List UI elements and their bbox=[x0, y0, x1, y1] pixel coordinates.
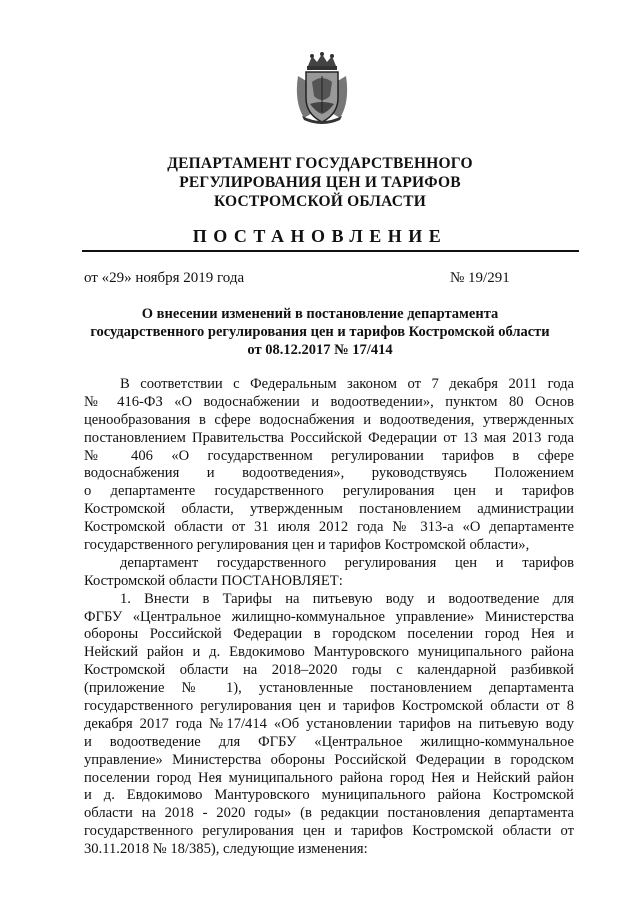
department-name-line-2: РЕГУЛИРОВАНИЯ ЦЕН И ТАРИФОВ bbox=[179, 174, 461, 191]
title-underline bbox=[82, 250, 579, 252]
subject-line-3: от 08.12.2017 № 17/414 bbox=[247, 342, 393, 358]
body-line: Костромской области ПОСТАНОВЛЯЕТ: bbox=[84, 572, 343, 589]
body-line: о департаменте государственного регулирования цен и тарифов bbox=[84, 483, 574, 500]
body-line: департамент государственного регулирования цен и тарифов bbox=[120, 554, 574, 571]
body-line: Костромской области на 2018–2020 годы с календарной разбивкой bbox=[84, 662, 574, 679]
body-line: государственного регулирования цен и тарифов Костромской области», bbox=[84, 537, 530, 554]
body-line: № 416-ФЗ «О водоснабжении и водоотведении», пунктом 80 Основ bbox=[84, 393, 574, 410]
body-line: В соответствии с Федеральным законом от 7 декабря 2011 года bbox=[120, 376, 574, 392]
body-line: Костромской области от 31 июля 2012 года № 313-а «О департаменте bbox=[84, 519, 574, 536]
body-line: поселении город Нея муниципального района город Нея и Нейский район bbox=[84, 769, 574, 786]
document-type-title: ПОСТАНОВЛЕНИЕ bbox=[192, 226, 448, 246]
body-line: постановлением Правительства Российской Федерации от 13 мая 2013 года bbox=[84, 429, 574, 446]
body-line: государственного регулирования цен и тарифов Костромской области от 8 bbox=[84, 698, 574, 715]
body-line: ФГБУ «Центральное жилищно-коммунальное управление» Министерства bbox=[84, 608, 574, 625]
body-line: обороны Российской Федерации в городском поселении город Нея и bbox=[84, 626, 574, 643]
body-line: водоснабжения и водоотведения», руководствуясь Положением bbox=[84, 465, 574, 482]
body-line: управление» Министерства обороны Российской Федерации в городском bbox=[84, 751, 574, 768]
department-name-line-3: КОСТРОМСКОЙ ОБЛАСТИ bbox=[213, 193, 426, 210]
body-line: государственного регулирования цен и тарифов Костромской области от bbox=[84, 823, 574, 840]
body-line: 30.11.2018 № 18/385), следующие изменения: bbox=[84, 841, 368, 858]
body-line: Нейский район и д. Евдокимово Мантуровского муниципального района bbox=[84, 644, 574, 661]
coat-of-arms-emblem bbox=[294, 52, 350, 124]
subject-line-1: О внесении изменений в постановление департамента bbox=[141, 306, 499, 322]
body-line: Костромской области, утвержденным постановлением администрации bbox=[84, 501, 574, 518]
document-number: № 19/291 bbox=[450, 270, 510, 286]
body-line: № 406 «О государственном регулировании тарифов в сфере bbox=[84, 447, 574, 464]
body-line: ценообразования в сфере водоснабжения и водоотведения, утвержденных bbox=[84, 411, 574, 428]
document-body bbox=[84, 376, 574, 859]
document-date: от «29» ноября 2019 года bbox=[84, 270, 245, 286]
body-line: и водоотведение для ФГБУ «Центральное жилищно-коммунальное bbox=[84, 733, 574, 750]
department-name-line-1: ДЕПАРТАМЕНТ ГОСУДАРСТВЕННОГО bbox=[167, 155, 473, 172]
body-line: и д. Евдокимово Мантуровского муниципального района Костромской bbox=[84, 787, 574, 804]
body-line: (приложение № 1), установленные постановлением департамента bbox=[84, 680, 574, 697]
body-line: области на 2018 - 2020 годы» (в редакции постановления департамента bbox=[84, 805, 574, 822]
body-line: 1. Внести в Тарифы на питьевую воду и водоотведение для bbox=[120, 590, 574, 607]
body-line: декабря 2017 года №17/414 «Об установлении тарифов на питьевую воду bbox=[84, 715, 574, 732]
subject-line-2: государственного регулирования цен и тарифов Костромской области bbox=[90, 324, 550, 340]
